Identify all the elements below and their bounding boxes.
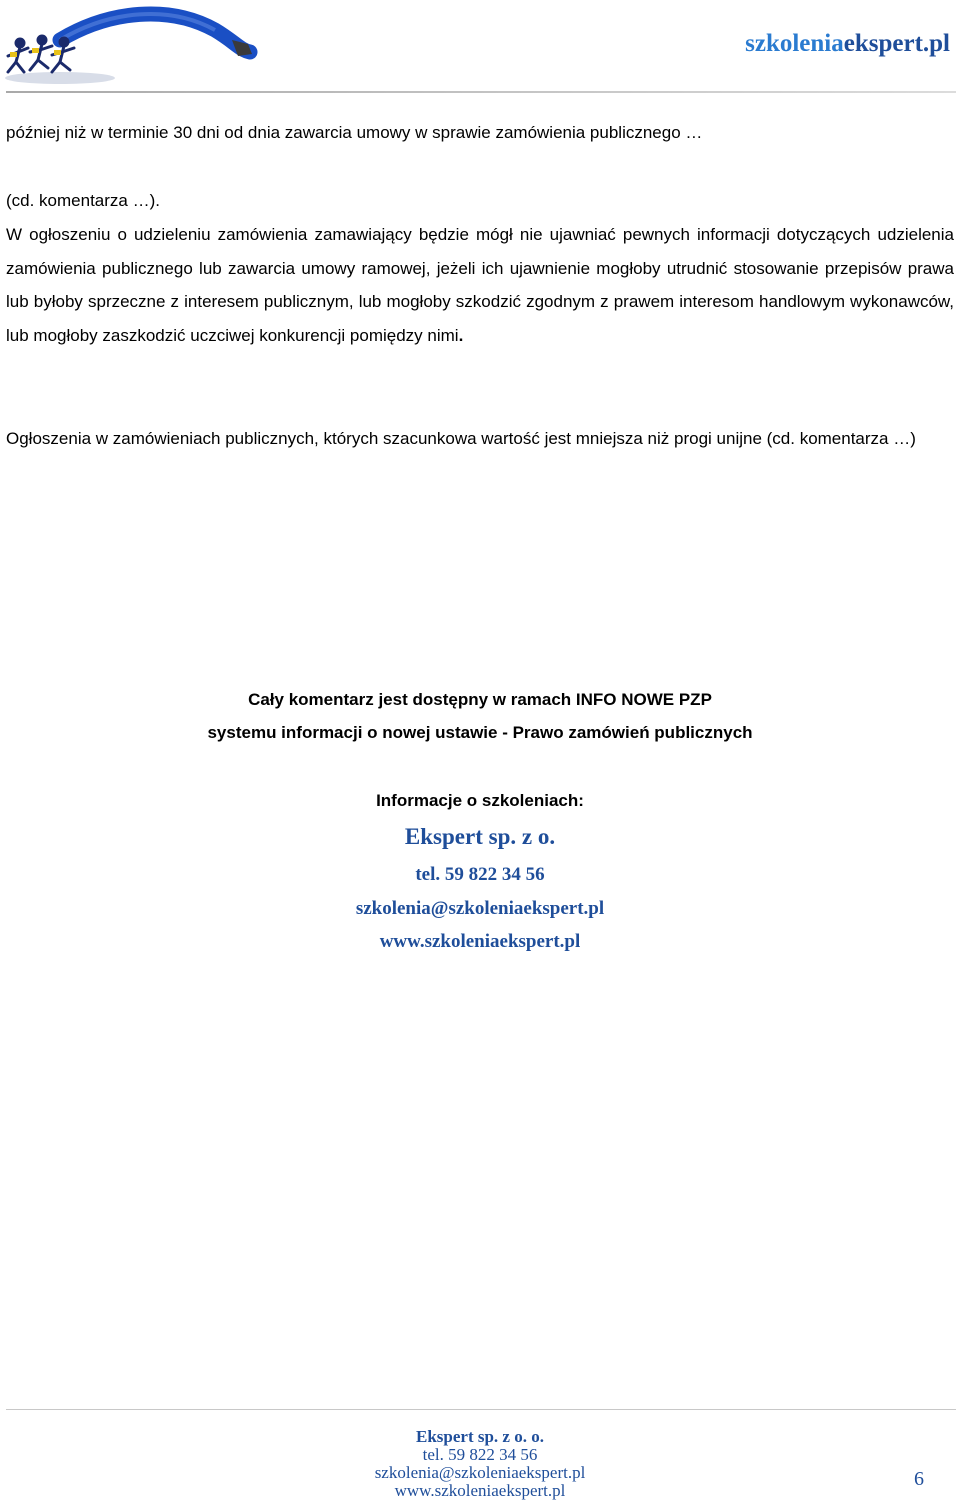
promo-company-name: Ekspert sp. z o.: [404, 824, 556, 849]
footer-website[interactable]: www.szkoleniaekspert.pl: [394, 1481, 566, 1500]
paragraph-disclosure-end: .: [458, 325, 464, 345]
header-divider: [6, 91, 956, 93]
paragraph-disclosure: [6, 218, 954, 352]
footer-email[interactable]: szkolenia@szkoleniaekspert.pl: [374, 1463, 586, 1482]
footer-divider: [6, 1409, 956, 1410]
brand-part-2: ekspert.pl: [843, 30, 950, 57]
promo-email-link[interactable]: szkolenia@szkoleniaekspert.pl: [355, 898, 605, 919]
training-info-heading: Informacje o szkoleniach:: [376, 791, 584, 810]
continuation-line: później niż w terminie 30 dni od dnia zawarcia umowy w sprawie zamówienia publicznego …: [6, 123, 703, 142]
promo-website-link[interactable]: www.szkoleniaekspert.pl: [379, 931, 581, 952]
paragraph-below-threshold: Ogłoszenia w zamówieniach publicznych, których szacunkowa wartość jest mniejsza niż progi unijne (cd. komentarza …): [6, 429, 916, 448]
page-footer: [0, 1428, 960, 1500]
promo-line-2: systemu informacji o nowej ustawie - Prawo zamówień publicznych: [207, 723, 753, 742]
running-figures-logo-icon: [0, 0, 270, 90]
paragraph-disclosure-text: W ogłoszeniu o udzieleniu zamówienia zamawiający będzie mógł nie ujawniać pewnych informacji dotyczących udzielenia zamówienia publicznego lub zawarcia umowy ramowej, jeżeli ich ujawnienie mogłoby utrudnić stosowanie przepisów prawa lub byłoby sprzeczne z interesem publicznym, lub mogłoby szkodzić zgodnym z prawem interesom handlowym wykonawców, lub mogłoby zaszkodzić uczciwej konkurencji pomiędzy nimi: [6, 225, 954, 345]
footer-phone: tel. 59 822 34 56: [422, 1445, 538, 1464]
page-number: 6: [914, 1468, 924, 1490]
promo-phone: tel. 59 822 34 56: [415, 864, 545, 885]
commentary-note-1: (cd. komentarza …).: [6, 191, 160, 210]
brand-logo-text: [745, 30, 950, 58]
brand-part-1: szkolenia: [745, 30, 844, 57]
promo-line-1: Cały komentarz jest dostępny w ramach INFO NOWE PZP: [248, 690, 712, 709]
footer-company: Ekspert sp. z o. o.: [416, 1427, 544, 1446]
